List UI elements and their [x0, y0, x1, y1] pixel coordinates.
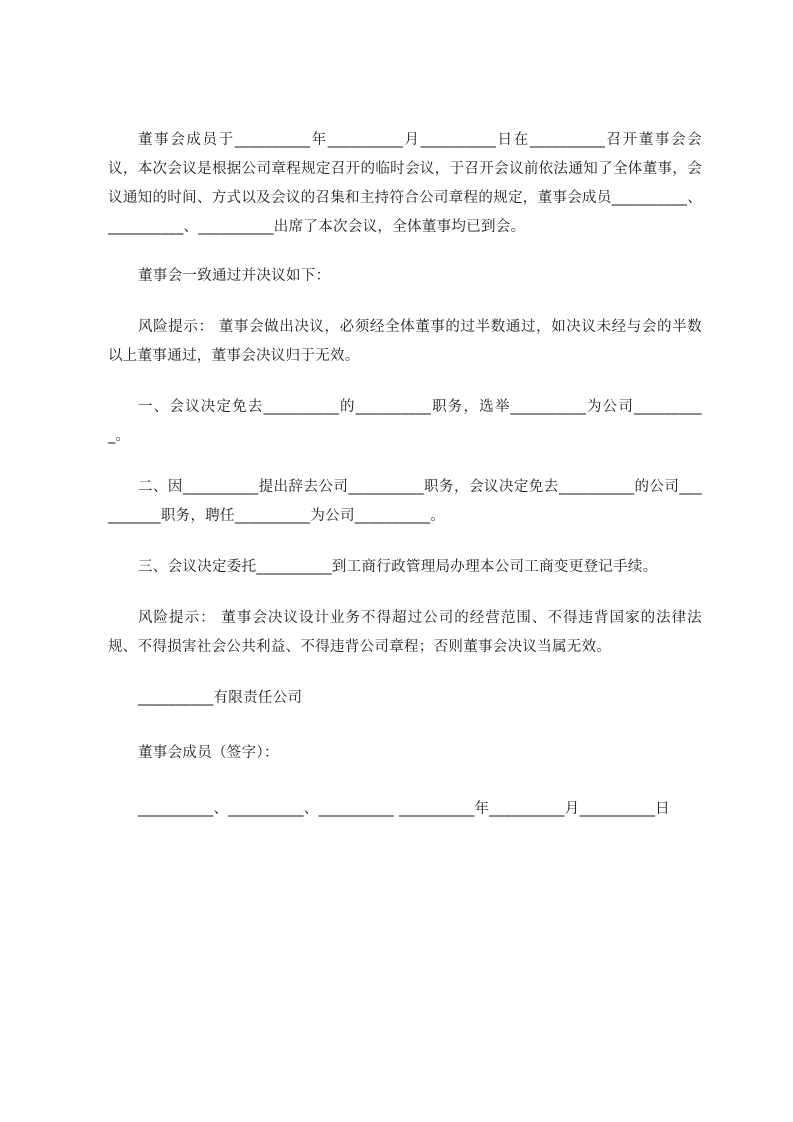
signature-date-line: __________、__________、__________ __________年__________月__________日 [138, 801, 670, 817]
meeting-notice-paragraph: 董事会成员于__________年__________月__________日在__________召开董事会会议，本次会议是根据公司章程规定召开的临时会议，于召开会议前依法通知了全体董事，会议通知的时间、方式以及会议的召集和主持符合公司章程的规定，董事会成员__________、__________、__________出席了本次会议，全体董事均已到会。 [108, 132, 702, 235]
company-name-line: __________有限责任公司 [138, 690, 303, 706]
risk-notice-voting: 风险提示： 董事会做出决议，必须经全体董事的过半数通过，如决议未经与会的半数以上董事通过，董事会决议归于无效。 [108, 319, 702, 364]
resolution-item-3: 三、会议决定委托__________到工商行政管理局办理本公司工商变更登记手续。 [138, 559, 658, 575]
resolution-item-1: 一、会议决定免去__________的__________职务，选举__________为公司__________。 [108, 399, 702, 444]
risk-notice-scope: 风险提示： 董事会决议设计业务不得超过公司的经营范围、不得违背国家的法律法规、不得损害社会公共利益、不得违背公司章程；否则董事会决议当属无效。 [108, 610, 702, 655]
signature-label: 董事会成员（签字）： [138, 745, 279, 761]
resolution-intro: 董事会一致通过并决议如下： [138, 268, 331, 284]
resolution-item-2: 二、因__________提出辞去公司__________职务，会议决定免去__________的公司__________职务，聘任__________为公司__________。 [108, 479, 702, 524]
